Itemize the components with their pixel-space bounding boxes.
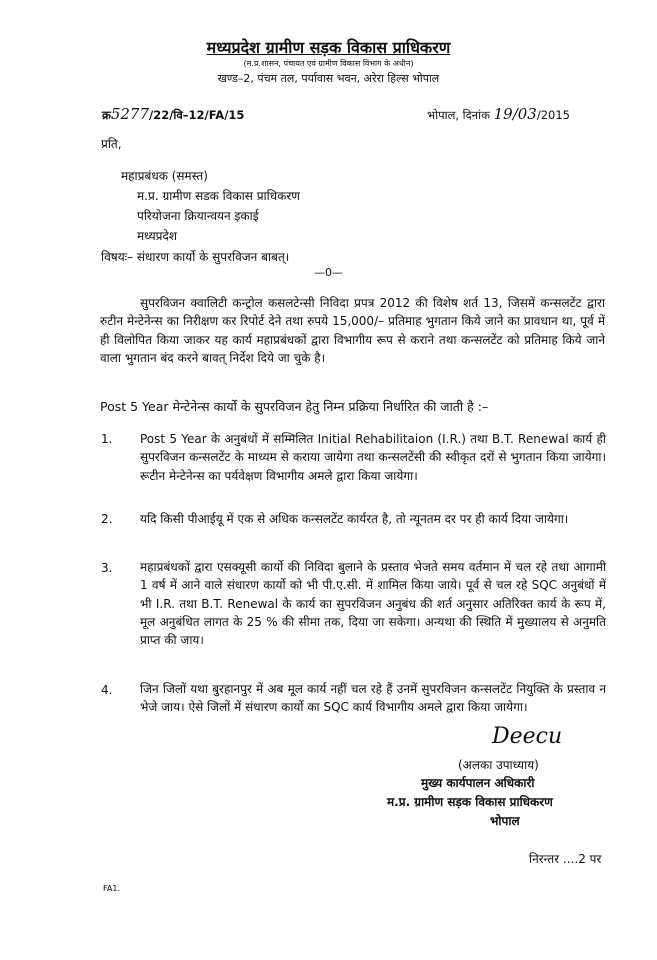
signatory-name: (अलका उपाध्याय) [458,758,539,772]
signatory-designation: मुख्य कार्यपालन अधिकारी [421,776,535,790]
date-line [427,105,570,123]
reference-handwritten-number: 5277 [110,105,150,123]
point-text: जिन जिलों यथा बुरहानपुर में अब मूल कार्य नहीं चल रहे हैं उनमें सुपरविजन कन्सलटेंट नियुक्ति के प्रस्ताव न भेजे जाय। ऐसे जिलों में संधारण कार्यो का SQC कार्य विभागीय अमले द्वारा किया जायेगा। [140,682,606,715]
recipient-line: परियोजना क्रियान्वयन इकाई [137,209,259,223]
prati-label: प्रति, [101,137,122,151]
signatory-organization: म.प्र. ग्रामीण सड़क विकास प्राधिकरण [387,795,553,809]
procedure-intro: Post 5 Year मेन्टेनेन्स कार्यो के सुपरविजन हेतु निम्न प्रक्रिया निर्धारित की जाती है :– [100,399,489,414]
recipient-line: म.प्र. ग्रामीण सडक विकास प्राधिकरण [137,189,300,203]
point-text: महाप्रबंधकों द्वारा एसक्यूसी कार्यो की निविदा बुलाने के प्रस्ताव भेजते समय वर्तमान में चल रहे तथा आगामी 1 वर्ष में आने वाले संधारण कार्यो को भी पी.ए.सी. में शामिल किया जाये। पूर्व से चल रहे SQC अनुबंधों में भी I.R. तथा B.T. Renewal के कार्य का सुपरविजन अनुबंध की शर्त अनुसार अतिरिक्त कार्य के रूप में, मूल अनुबंधित लागत के 25 % की सीमा तक, दिया जा सकेगा। अन्यथा की स्थिति में मुख्यालय से अनुमति प्राप्त की जाय। [140,560,606,648]
point-text: यदि किसी पीआईयू में एक से अधिक कन्सलटेंट कार्यरत है, तो न्यूनतम दर पर ही कार्य दिया जायेगा। [140,512,569,526]
footer-code: FA1. [103,884,120,893]
letterhead-address: खण्ड–2, पंचम तल, पर्यावास भवन, अरेरा हिल्स भोपाल [217,72,440,85]
recipient-line: मध्यप्रदेश [137,229,178,243]
date-year: /2015 [536,108,571,122]
subject-line: विषयः– संधारण कार्यो के सुपरविजन बाबत्। [101,250,290,264]
point-number: 2. [101,512,113,526]
letterhead-title: मध्यप्रदेश ग्रामीण सड़क विकास प्राधिकरण [206,38,451,57]
continued-note: निरन्तर ....2 पर [529,852,602,866]
reference-number [102,105,244,123]
handwritten-signature: Deecu [492,724,563,749]
point-text: Post 5 Year के अनुबंधों में सम्मिलित Initial Rehabilitaion (I.R.) तथा B.T. Renewal कार्य ही सुपरविजन कन्सलटेंट के माध्यम से कराया जायेगा तथा कन्सलटेंसी की स्वीकृत दरों से भुगतान किया जायेगा। रूटीन मेन्टेनेन्स का पर्यवेक्षण विभागीय अमले द्वारा किया जायेगा। [140,432,606,483]
date-handwritten: 19/03 [493,105,537,123]
body-paragraph: सुपरविजन क्वालिटी कन्ट्रोल कसलटेन्सी निविदा प्रपत्र 2012 की विशेष शर्त 13, जिसमें कन्सलटेंट द्वारा रुटीन मेन्टेनेन्स का निरीक्षण कर रिपोर्ट देने तथा रुपये 15,000/– प्रतिमाह भुगतान किये जाने का प्रावधान था, पूर्व में ही विलोपित किया जाकर यह कार्य महाप्रबंधकों द्वारा विभागीय रूप से कराने तथा कन्सलटेंट को प्रतिमाह किये जाने वाला भुगतान बंद करने बावत् निर्देश दिये जा चुके है। [100,296,605,365]
recipient-line: महाप्रबंधक (समस्त) [121,169,208,183]
point-number: 4. [101,683,113,697]
point-number: 1. [101,432,113,446]
date-label: भोपाल, दिनांक [427,108,490,122]
reference-prefix: क्र [102,108,111,122]
separator: —0— [314,266,343,279]
letterhead-subtitle: (म.प्र.शासन, पंचायत एवं ग्रामीण विकास विभाग के अधीन) [243,59,414,68]
point-number: 3. [101,561,113,575]
reference-rest: /22/वि–12/FA/15 [149,108,245,122]
signatory-place: भोपाल [490,814,520,828]
